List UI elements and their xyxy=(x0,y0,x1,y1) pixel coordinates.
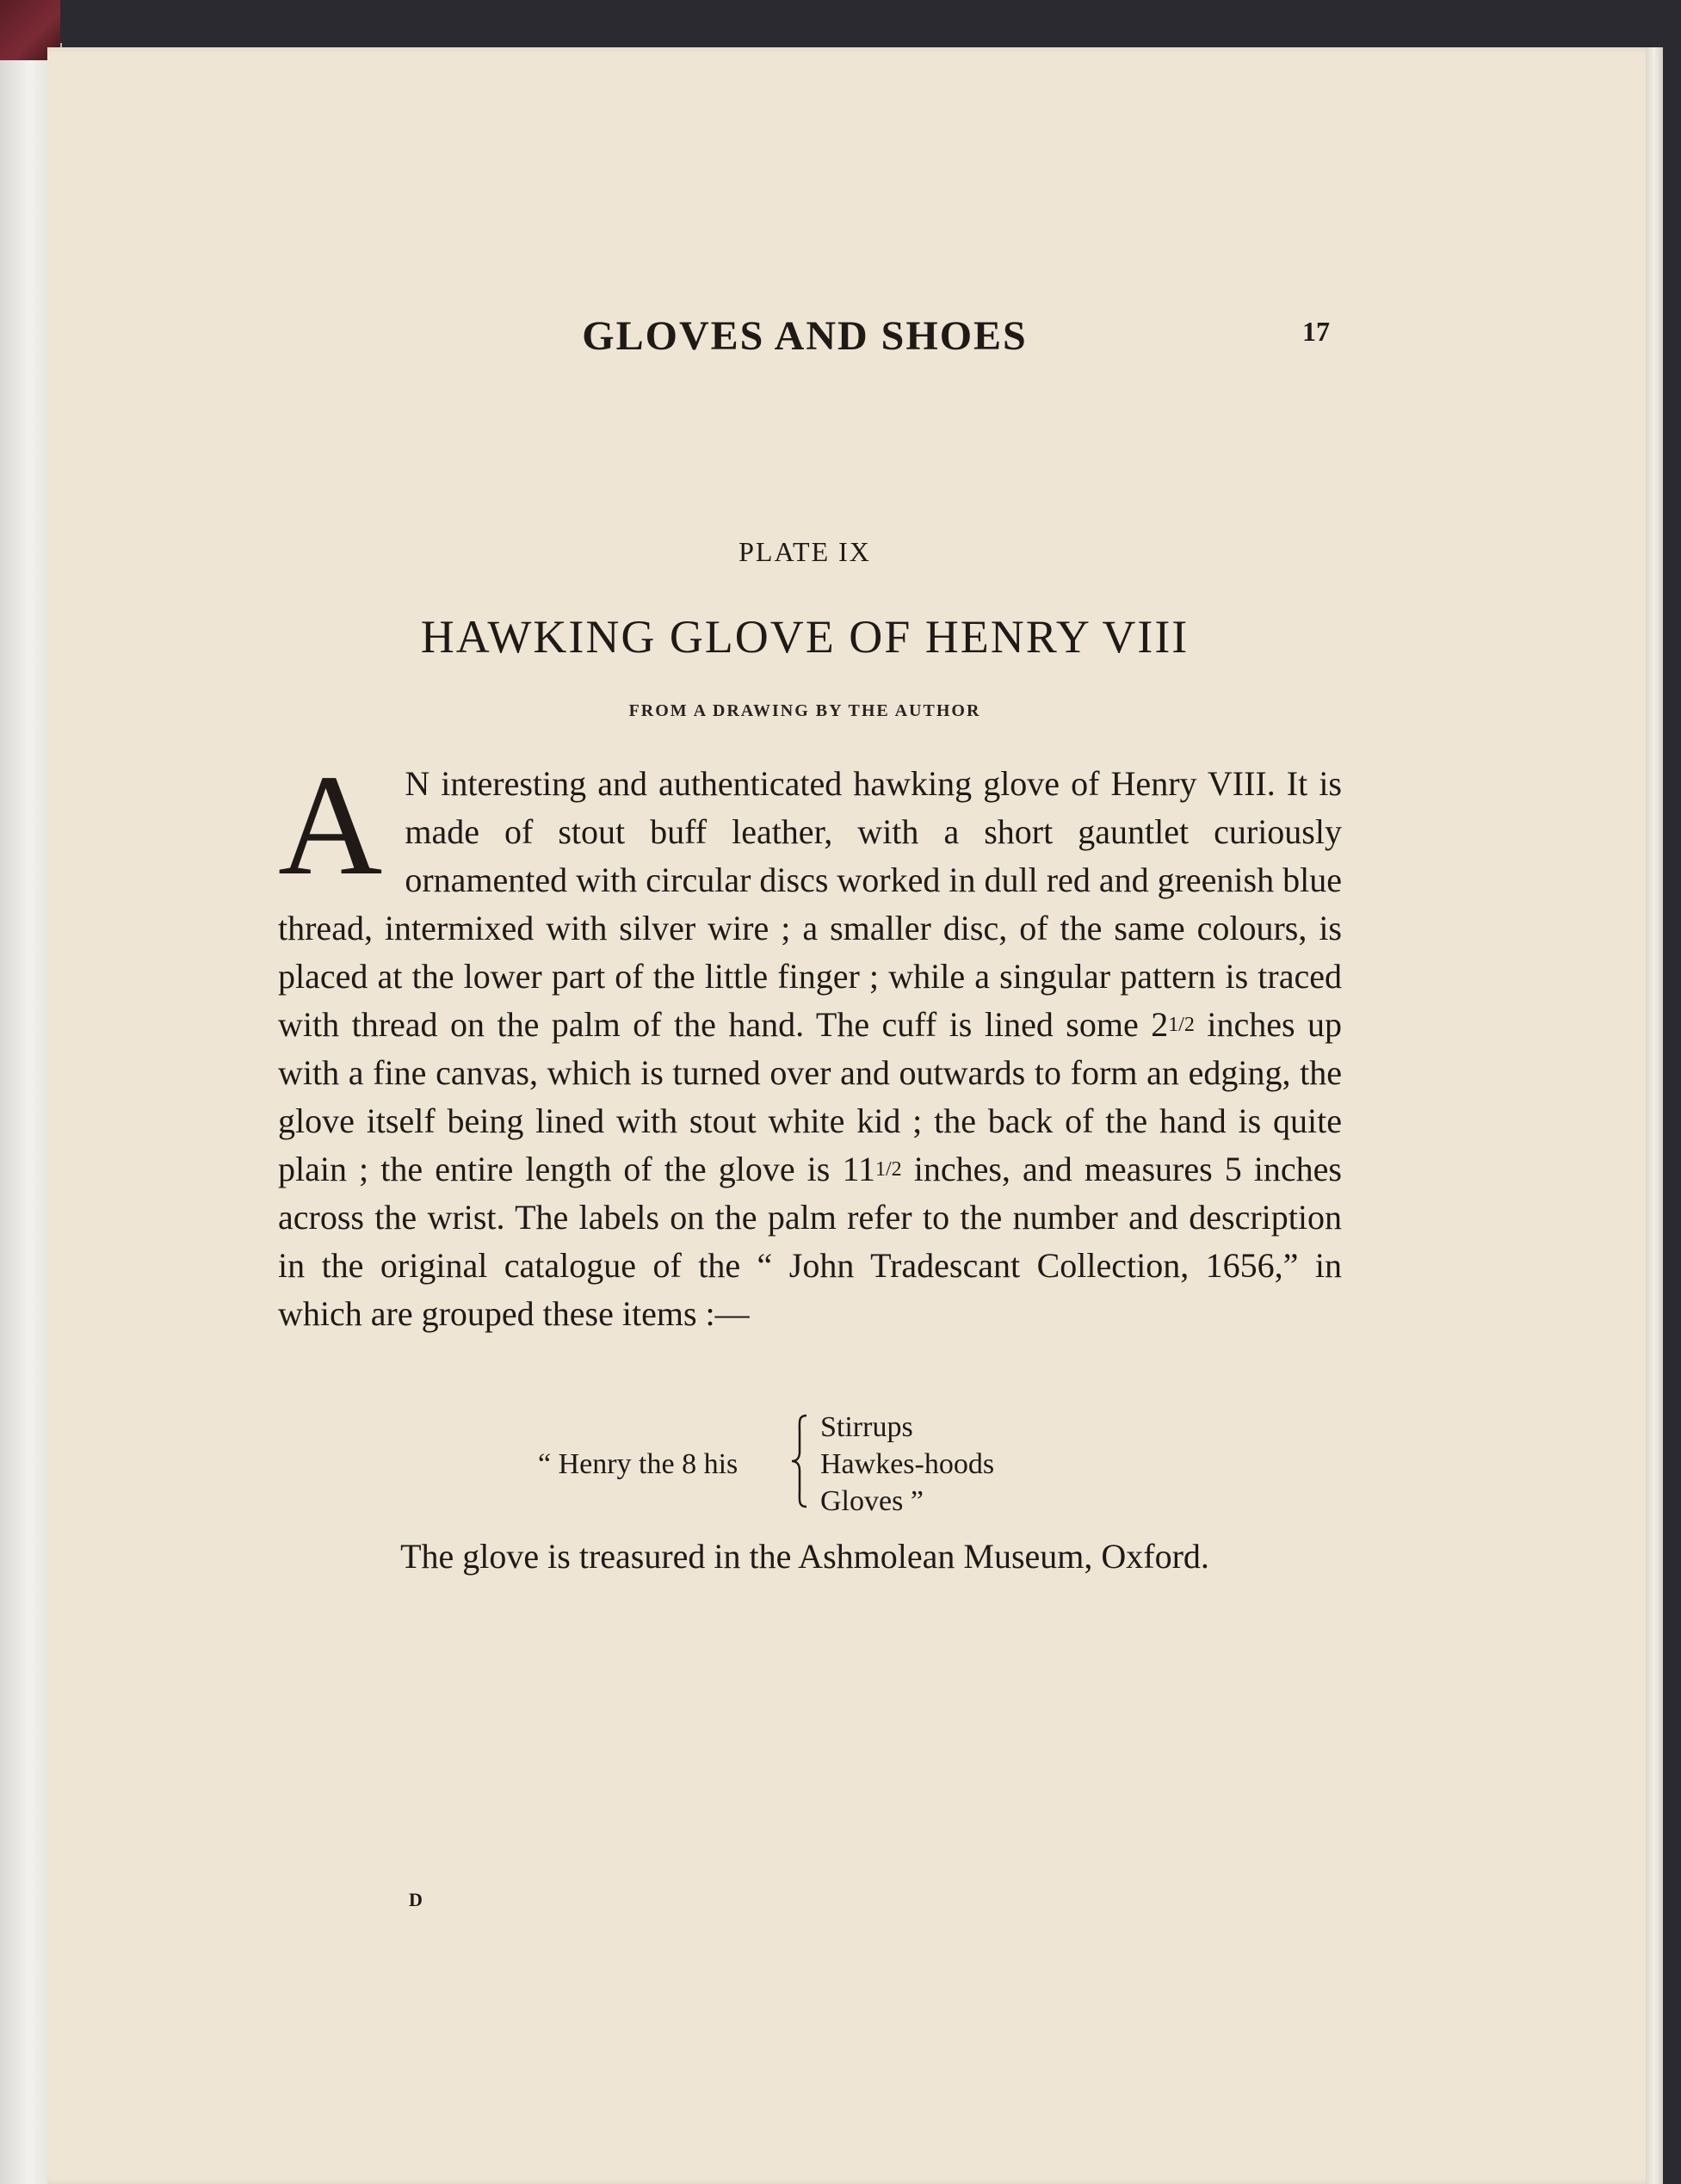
curly-brace-icon xyxy=(789,1414,810,1508)
page-number: 17 xyxy=(1302,316,1330,347)
plate-label: PLATE IX xyxy=(739,536,871,567)
signature-mark: D xyxy=(409,1889,423,1910)
book-page-stack-right xyxy=(1646,47,1663,2184)
closing-sentence: The glove is treasured in the Ashmolean Museum, Oxford. xyxy=(400,1537,1209,1576)
plate-title: HAWKING GLOVE OF HENRY VIII xyxy=(420,611,1190,663)
fraction-one-half: 1/2 xyxy=(1168,1014,1195,1036)
catalogue-items xyxy=(820,1409,994,1520)
catalogue-item: Hawkes-hoods xyxy=(820,1448,995,1480)
body-text-part-1: N interesting and authenticated hawking glove of Henry VIII. It is made of stout buff leather, with a short gauntlet curiously ornamented with circular discs worked in dull red and greenish blue thread, intermixed with silver wire ; a smaller disc, of the same colours, is placed at the lower part of the little finger ; while a singular pattern is traced with thread on the palm of the hand. The cuff is lined some 2 xyxy=(278,764,1342,1044)
body-paragraph xyxy=(278,745,1343,1338)
book-page xyxy=(47,47,1657,2184)
body-text-part-2: inches up with a fine canvas, which is turned over and outwards to form an edging, the glove itself being lined with stout white kid ; the back of the hand is quite plain ; the entire length of the glove is 11 xyxy=(278,1005,1343,1188)
body-text-part-3: inches, and measures 5 inches across the wrist. The labels on the palm refer to the number and description in the original catalogue of the “ John Tradescant Collection, 1656,” in which are grouped these items :— xyxy=(278,1150,1342,1333)
catalogue-item: Stirrups xyxy=(820,1411,913,1443)
running-head: GLOVES AND SHOES xyxy=(582,313,1028,359)
plate-source: FROM A DRAWING BY THE AUTHOR xyxy=(628,701,981,720)
catalogue-item: Gloves ” xyxy=(820,1485,924,1517)
catalogue-lead: “ Henry the 8 his xyxy=(538,1448,739,1480)
drop-cap: A xyxy=(278,745,383,905)
fraction-one-half-2: 1/2 xyxy=(874,1158,902,1181)
